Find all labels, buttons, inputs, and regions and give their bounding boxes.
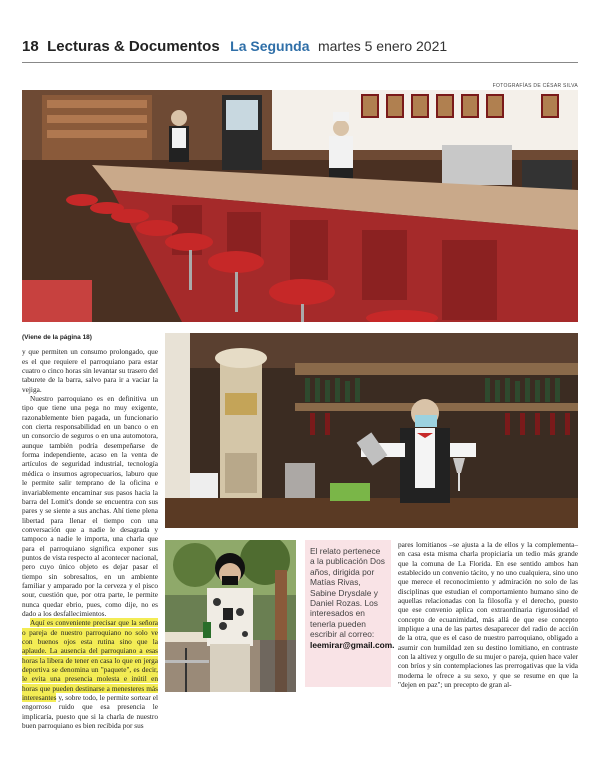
article-column-1 (22, 333, 158, 730)
section-title: Lecturas & Documentos (47, 38, 220, 55)
continuation-note: (Viene de la página 18) (22, 334, 92, 341)
photo-credit: FOTOGRAFÍAS DE CÉSAR SILVA (492, 83, 578, 89)
article-column-3 (398, 540, 578, 690)
bartender-illustration (165, 333, 578, 528)
paragraph: Nuestro parroquiano es en definitiva un tipo que tiene una pega no muy exigente, razonablemente bien pagada, un funcionario con cierta responsabilidad en un banco o en un consorcio de seguros o en una automotora, aunque también podría desempeñarse de forma independiente, acaso en la venta de artículos de seguridad industrial, tecnología médica o insumos agropecuarios, laburo que le permite salir temprano de la oficina e invariablemente encaminar sus pasos hacia la barra del Lomit's donde se encuentra con sus pares y se siente a sus anchas. Ahí tiene plena libertad para llenar el tiempo con una conversación que a nadie le desagrada y tampoco a nadie le importa, una charla que para el parroquiano significa exponer sus puntos de vista respecto al acontecer nacional, pero cuyo único objeto es dejar pasar el tiempo sin sobresaltos, en un ambiente familiar y amparado por la cerveza y el pisco sour, cuestión que, por otra parte, le permite nunca quedar ebrio, pues, como dije, no es dado a los desfallecimientos. (22, 394, 158, 618)
newspaper-name: La Segunda (230, 38, 310, 54)
publication-date: martes 5 enero 2021 (317, 38, 448, 54)
woman-terrace-photo (165, 540, 296, 692)
publication-info-box (305, 540, 395, 687)
publication-info-text: El relato pertenece a la publicación Dos años, dirigida por Matías Rivas, Sabine Drysdale y Daniel Rozas. Los interesados en tenerla pueden escribir al correo: (310, 546, 385, 640)
highlighted-paragraph (22, 618, 158, 730)
woman-terrace-illustration (165, 540, 296, 692)
bar-counter-illustration (22, 90, 578, 322)
paragraph: pares lomitianos –se ajusta a la de ellos y la complementa– en casa esta misma charla propiciaría un tedio más grande que la comuna de La Florida. En ese sentido ambos han establecido un convenio tácito, y no uno cualquiera, sino uno que merece el reconocimiento y admiración no solo de las disciplinas que estudian el comportamiento humano sino de aquellas relacionadas con la filosofía y el derecho, puesto que ese convenio aplica con extraordinaria rigurosidad el concepto de ecuanimidad, más allá de que ese concepto implique a una de las partes desaparecer del radio de acción de la otra, que es el caso de nuestro parroquiano, obligado a asumir con humildad zen su destino lomitiano, en contraste con la altivez y orgullo de su mujer o pareja, quien hace valer con bríos y sin contemplaciones las prerrogativas que la vida moderna le ofrece a su sexo, y que se resume en que la "dejen en paz"; un precepto de gran al- (398, 540, 578, 690)
bartender-photo (165, 333, 578, 528)
contact-email[interactable]: leemirar@gmail.com. (310, 639, 395, 650)
page-number: 18 (22, 38, 39, 55)
paragraph-tail: y, sobre todo, le permite sortear el engorroso ruido que esa presencia le implicaría, puesto que si la charla de nuestro buen parroquiano es bien recibida por sus (22, 693, 158, 731)
highlighted-text: Aquí es conveniente precisar que la señora o pareja de nuestro parroquiano no solo ve con buenos ojos esta rutina sino que la aplaude. La ausencia del parroquiano a esas horas la libera de tener en casa lo que en jerga deportiva se denomina un "paquete", es decir, le evita una presencia molesta e inútil en horas que pueden destinarse a menesteres más interesantes (22, 618, 158, 703)
page-header (22, 38, 578, 60)
bar-counter-photo (22, 90, 578, 322)
header-rule (22, 62, 578, 63)
paragraph: y que permiten un consumo prolongado, que es el que requiere el parroquiano para estar cuatro o cinco horas sin levantar su trasero del taburete de la barra, salvo para ir a vaciar la vejiga. (22, 347, 158, 394)
